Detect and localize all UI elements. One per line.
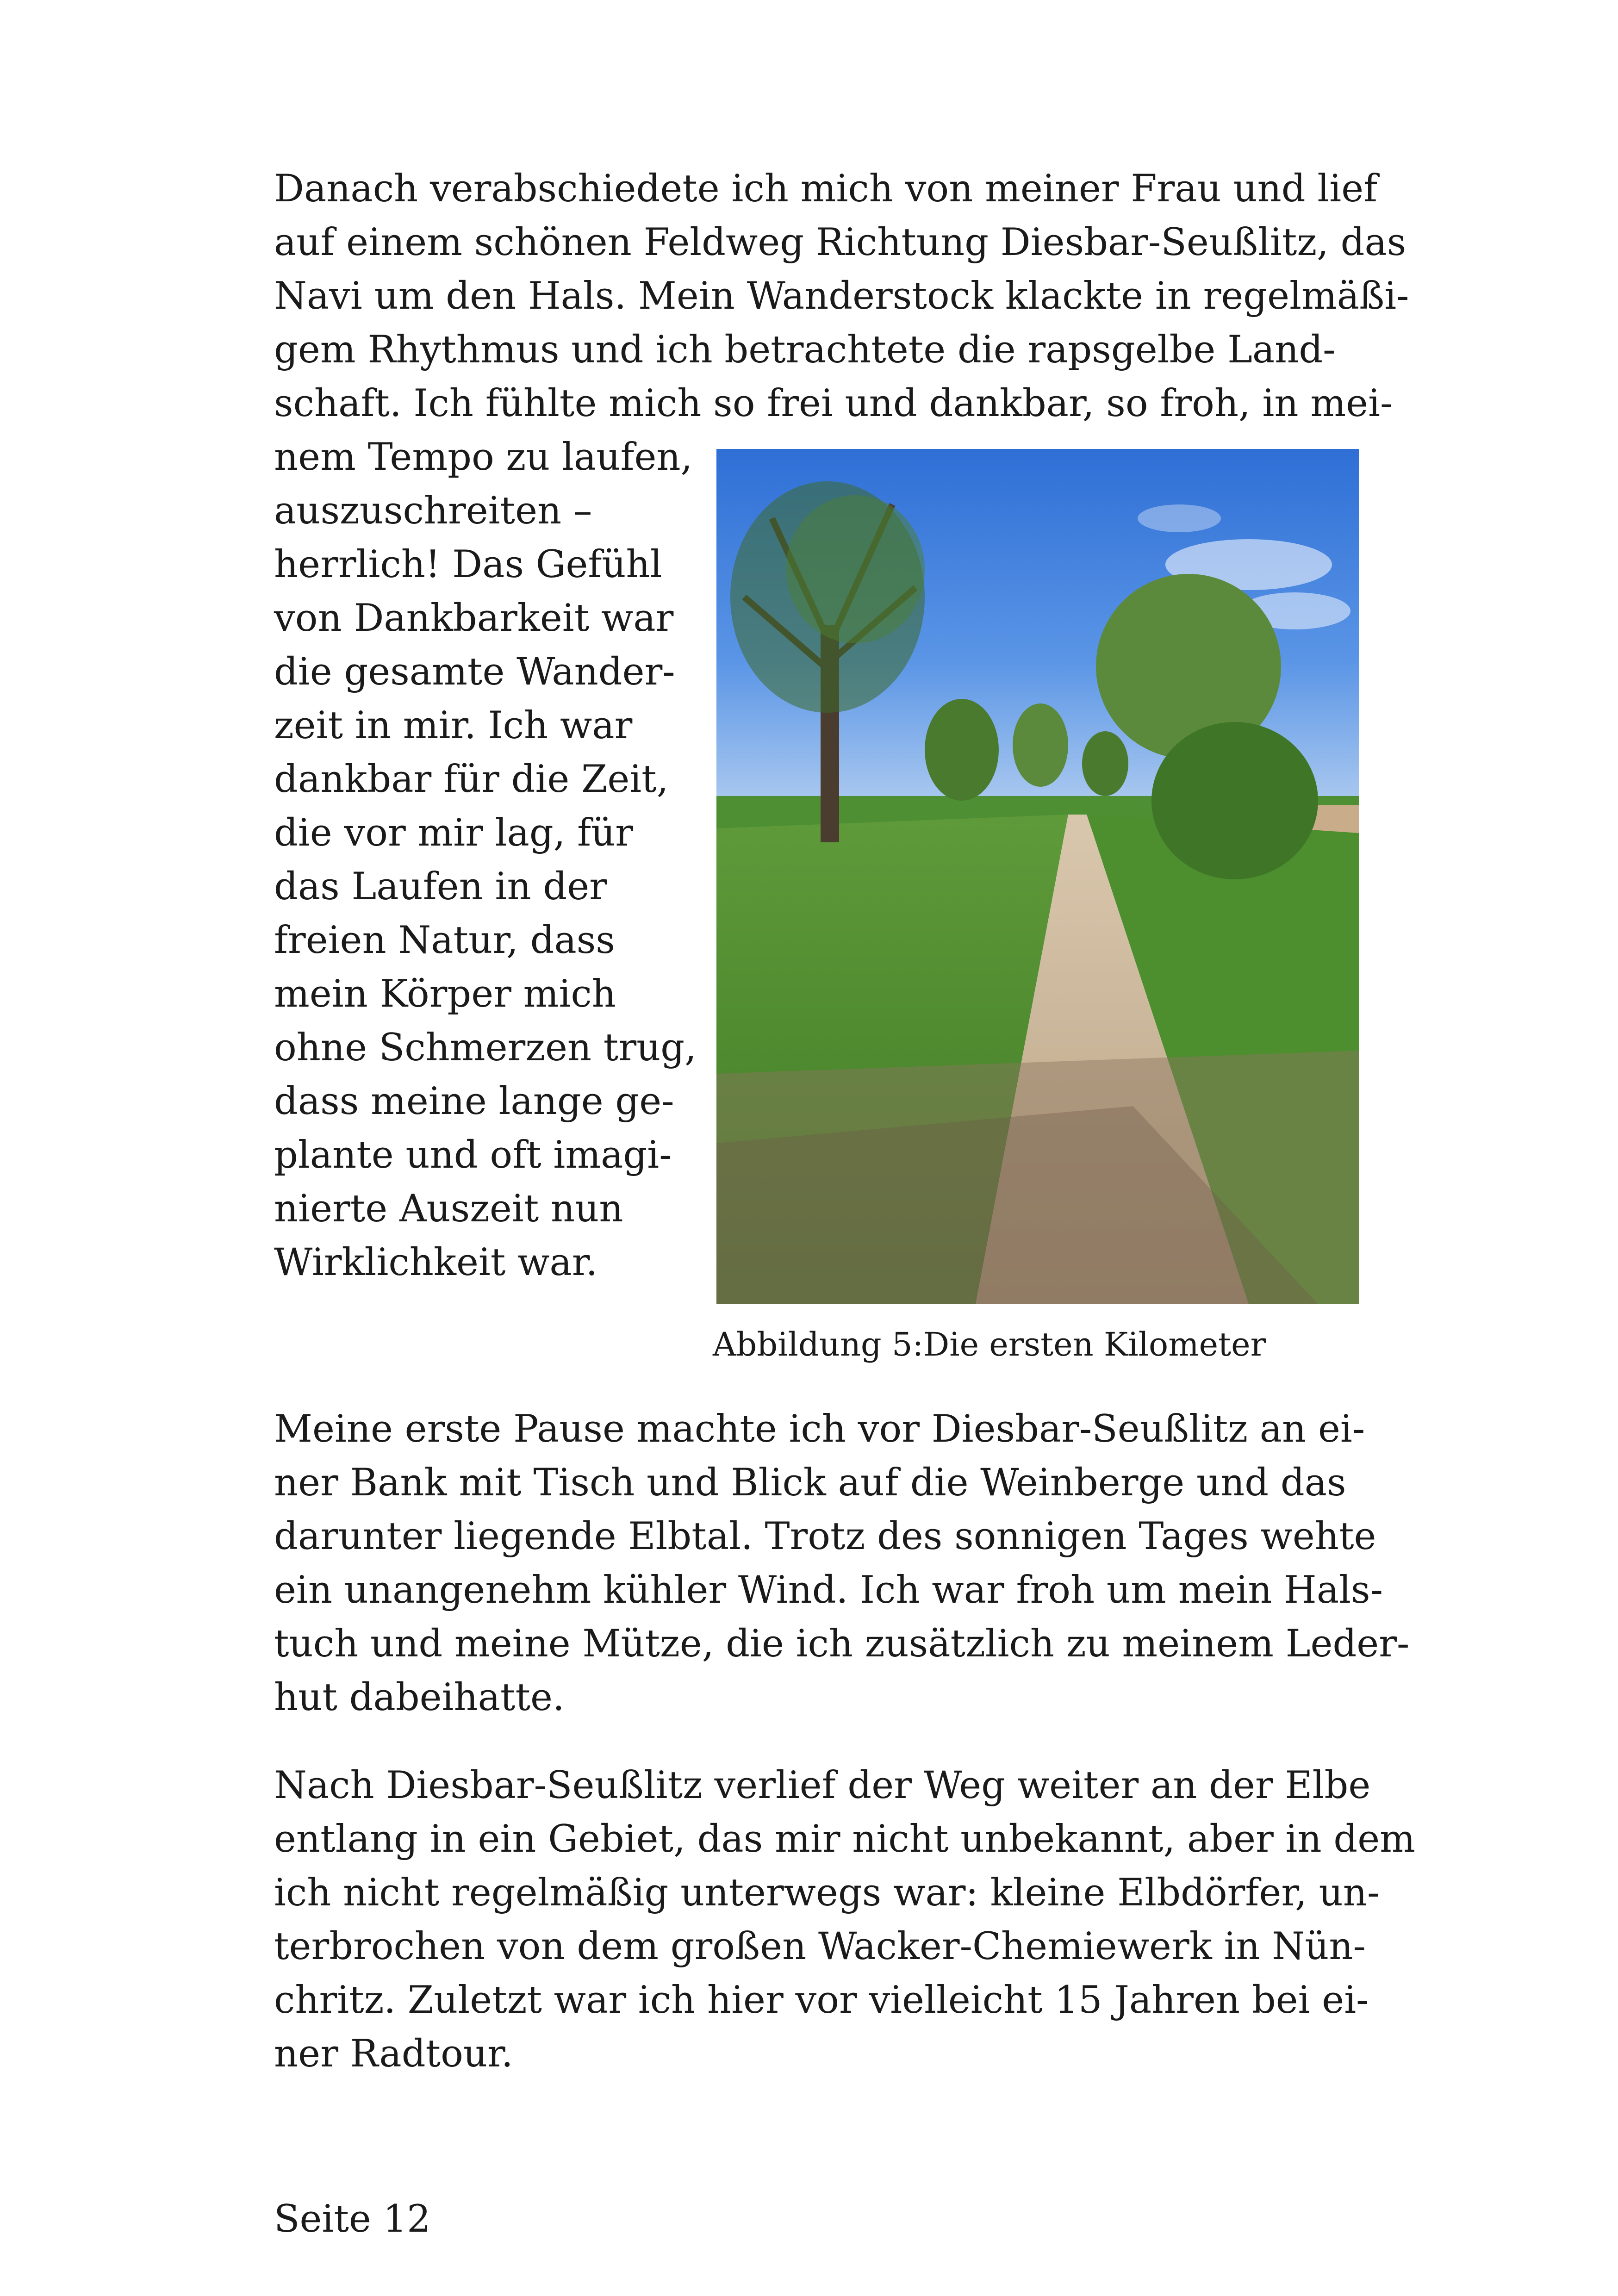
text-line: herrlich! Das Gefühl bbox=[274, 543, 662, 586]
text-line: dass meine lange ge- bbox=[274, 1080, 674, 1123]
text-line: das Laufen in der bbox=[274, 865, 607, 908]
text-line: ein unangenehm kühler Wind. Ich war froh um mein Hals- bbox=[274, 1568, 1383, 1612]
text-line: auf einem schönen Feldweg Richtung Diesbar-Seußlitz, das bbox=[274, 221, 1406, 264]
text-line: mein Körper mich bbox=[274, 972, 616, 1016]
text-line: entlang in ein Gebiet, das mir nicht unbekannt, aber in dem bbox=[274, 1817, 1415, 1861]
text-line: Danach verabschiedete ich mich von meiner Frau und lief bbox=[274, 167, 1378, 211]
text-line: plante und oft imagi- bbox=[274, 1133, 672, 1177]
text-line: darunter liegende Elbtal. Trotz des sonnigen Tages wehte bbox=[274, 1515, 1376, 1558]
paragraph-3 bbox=[274, 1759, 1415, 2081]
text-line: ner Bank mit Tisch und Blick auf die Weinberge und das bbox=[274, 1461, 1346, 1505]
text-line: Meine erste Pause machte ich vor Diesbar-Seußlitz an ei- bbox=[274, 1407, 1365, 1451]
text-line: Wirklichkeit war. bbox=[274, 1241, 598, 1284]
text-line: nierte Auszeit nun bbox=[274, 1187, 623, 1231]
figure-caption: Abbildung 5:Die ersten Kilometer bbox=[713, 1325, 1266, 1363]
text-line: nem Tempo zu laufen, bbox=[274, 436, 693, 479]
paragraph-2 bbox=[274, 1402, 1409, 1724]
text-line: von Dankbarkeit war bbox=[274, 597, 674, 640]
text-line: auszuschreiten – bbox=[274, 489, 592, 533]
text-line: freien Natur, dass bbox=[274, 919, 615, 962]
wrapped-text-column bbox=[274, 430, 697, 1289]
text-line: tuch und meine Mütze, die ich zusätzlich zu meinem Leder- bbox=[274, 1622, 1410, 1666]
text-line: hut dabeihatte. bbox=[274, 1676, 565, 1719]
text-line: dankbar für die Zeit, bbox=[274, 758, 669, 801]
text-line: zeit in mir. Ich war bbox=[274, 704, 633, 747]
text-line: die gesamte Wander- bbox=[274, 650, 675, 694]
text-line: die vor mir lag, für bbox=[274, 811, 634, 855]
path-photo bbox=[716, 449, 1359, 1304]
text-line: ner Radtour. bbox=[274, 2032, 513, 2076]
text-line: terbrochen von dem großen Wacker-Chemiewerk in Nün- bbox=[274, 1925, 1366, 1968]
paragraph-1 bbox=[274, 162, 1409, 430]
text-line: ohne Schmerzen trug, bbox=[274, 1026, 697, 1070]
text-line: Navi um den Hals. Mein Wanderstock klackte in regelmäßi- bbox=[274, 274, 1409, 318]
text-line: chritz. Zuletzt war ich hier vor vielleicht 15 Jahren bei ei- bbox=[274, 1979, 1369, 2022]
text-line: Nach Diesbar-Seußlitz verlief der Weg weiter an der Elbe bbox=[274, 1764, 1371, 1807]
text-line: schaft. Ich fühlte mich so frei und dankbar, so froh, in mei- bbox=[274, 382, 1393, 425]
text-line: gem Rhythmus und ich betrachtete die rapsgelbe Land- bbox=[274, 328, 1336, 372]
text-line: ich nicht regelmäßig unterwegs war: kleine Elbdörfer, un- bbox=[274, 1871, 1380, 1915]
page-number: Seite 12 bbox=[274, 2197, 431, 2241]
